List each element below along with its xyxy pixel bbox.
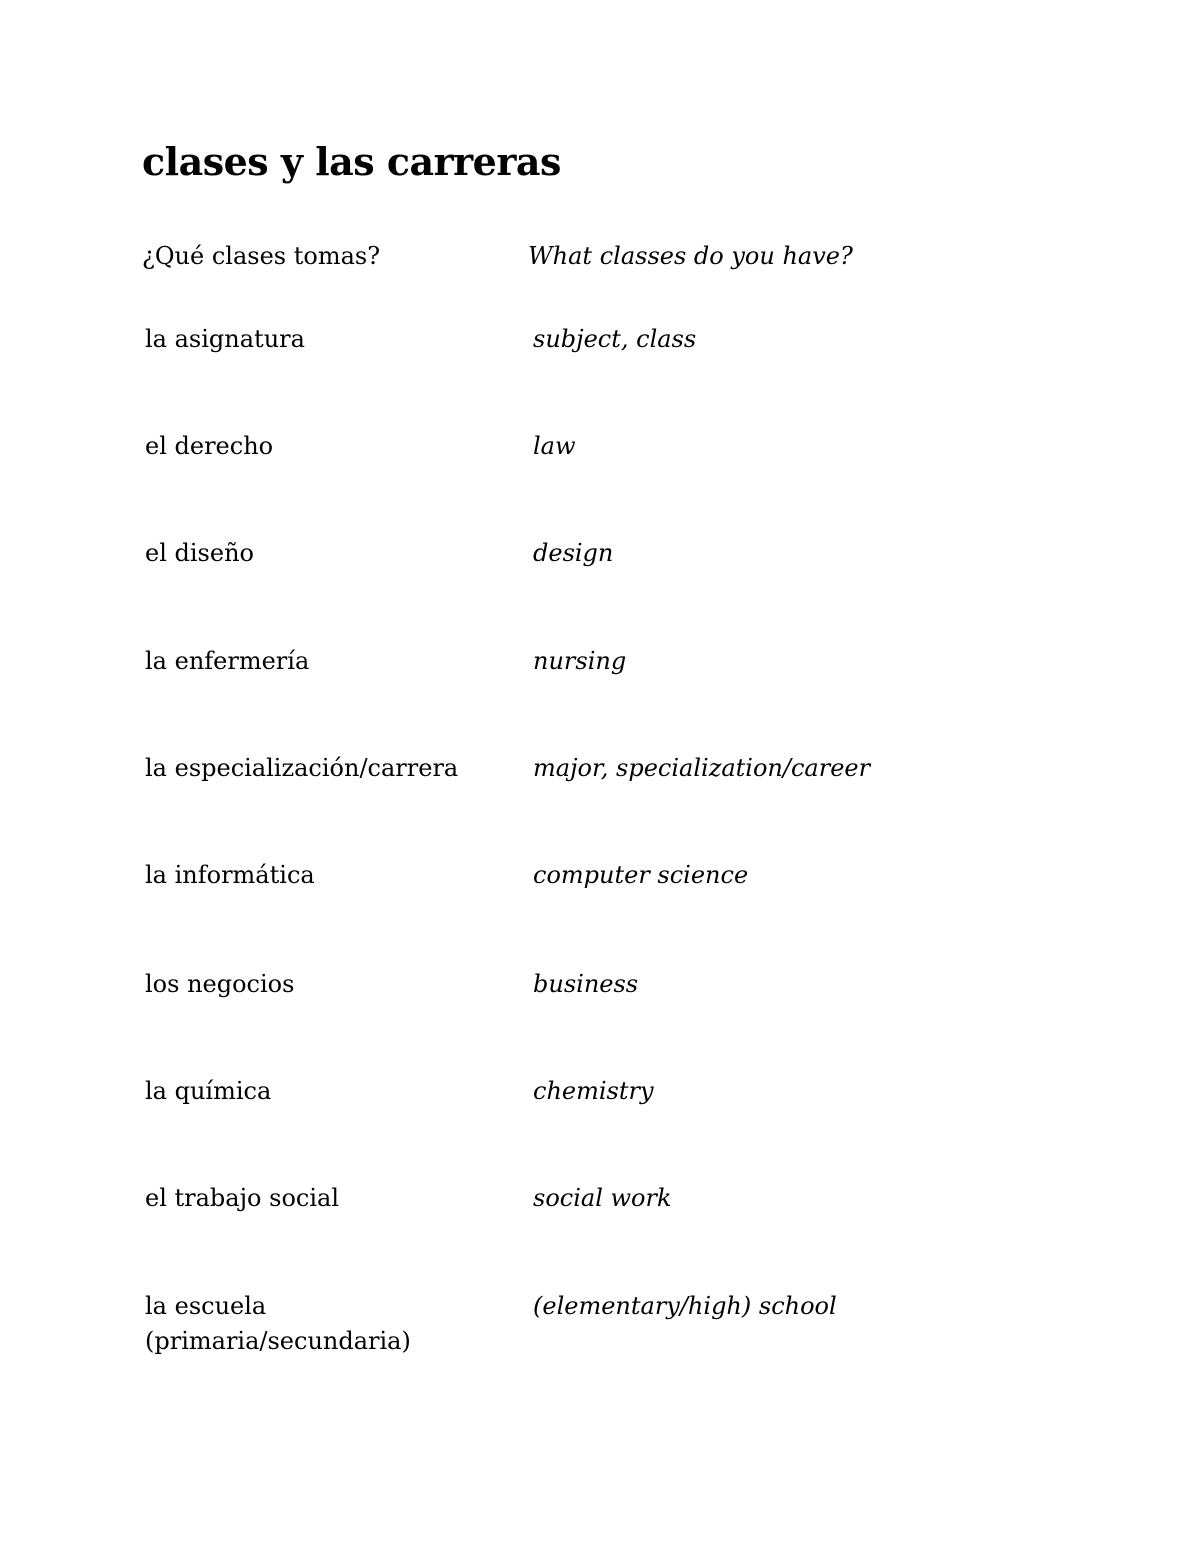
vocab-spanish-line1: la escuela	[145, 1292, 267, 1320]
vocab-spanish: los negocios	[145, 970, 295, 998]
question-spanish: ¿Qué clases tomas?	[142, 242, 381, 270]
vocab-english: business	[533, 970, 639, 998]
vocab-english: social work	[533, 1184, 672, 1212]
vocab-english: (elementary/high) school	[533, 1292, 837, 1320]
vocab-english: subject, class	[533, 325, 697, 353]
vocab-spanish-line2: (primaria/secundaria)	[145, 1327, 411, 1355]
vocab-spanish	[145, 1289, 505, 1359]
vocab-spanish: el derecho	[145, 432, 274, 460]
vocab-spanish: el trabajo social	[145, 1184, 339, 1212]
vocab-spanish: la especialización/carrera	[145, 754, 459, 782]
vocab-english: law	[533, 432, 576, 460]
vocab-spanish: la enfermería	[145, 647, 310, 675]
vocab-english: major, specialization/career	[533, 754, 871, 782]
vocab-english: computer science	[533, 861, 749, 889]
vocab-english: nursing	[533, 647, 627, 675]
page-title: clases y las carreras	[142, 139, 561, 184]
vocab-spanish: la asignatura	[145, 325, 305, 353]
vocab-english: chemistry	[533, 1077, 654, 1105]
vocab-english: design	[533, 539, 614, 567]
question-english: What classes do you have?	[528, 242, 853, 270]
vocab-spanish: la química	[145, 1077, 272, 1105]
vocab-spanish: la informática	[145, 861, 315, 889]
vocab-spanish: el diseño	[145, 539, 254, 567]
